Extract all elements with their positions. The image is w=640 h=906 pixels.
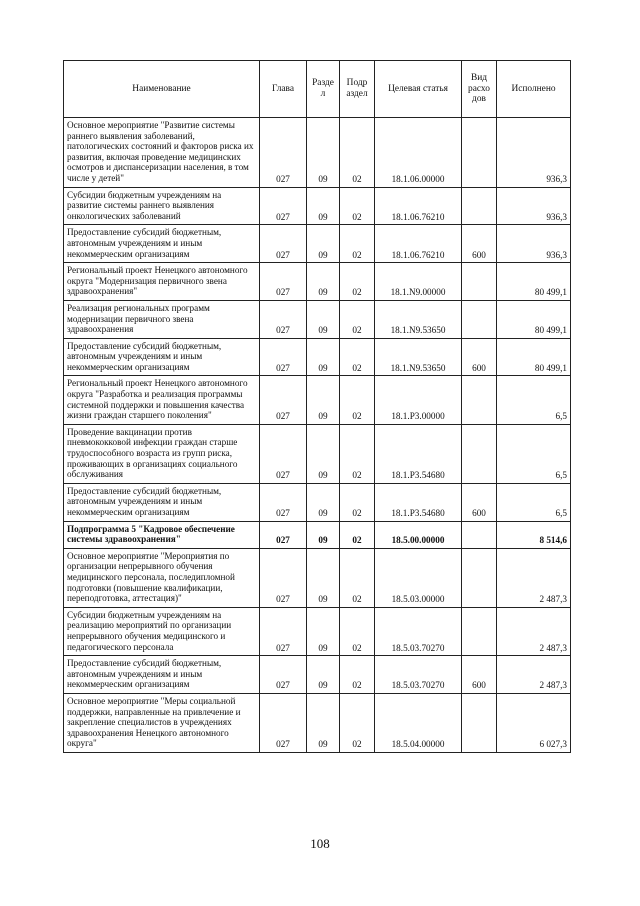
cell-glava: 027 xyxy=(260,300,307,338)
cell-name: Субсидии бюджетным учреждениям на реализацию мероприятий по организации непрерывного обучения медицинского и педагогического персонала xyxy=(64,607,260,655)
cell-name: Предоставление субсидий бюджетным, автономным учреждениям и иным некоммерческим организациям xyxy=(64,656,260,694)
cell-podrazdel: 02 xyxy=(340,521,375,548)
cell-razdel: 09 xyxy=(307,483,340,521)
cell-vid: 600 xyxy=(462,338,497,376)
header-glava: Глава xyxy=(260,61,307,118)
cell-podrazdel: 02 xyxy=(340,338,375,376)
cell-glava: 027 xyxy=(260,693,307,752)
cell-podrazdel: 02 xyxy=(340,483,375,521)
cell-glava: 027 xyxy=(260,187,307,225)
cell-podrazdel: 02 xyxy=(340,656,375,694)
table-row xyxy=(64,300,571,338)
cell-name: Предоставление субсидий бюджетным, автономным учреждениям и иным некоммерческим организациям xyxy=(64,225,260,263)
table-row xyxy=(64,483,571,521)
cell-razdel: 09 xyxy=(307,376,340,424)
cell-vid xyxy=(462,607,497,655)
cell-statya: 18.5.03.70270 xyxy=(375,607,462,655)
cell-amount: 6,5 xyxy=(497,376,571,424)
cell-vid xyxy=(462,187,497,225)
cell-podrazdel: 02 xyxy=(340,300,375,338)
cell-vid xyxy=(462,521,497,548)
table-row xyxy=(64,548,571,607)
cell-glava: 027 xyxy=(260,548,307,607)
cell-amount: 8 514,6 xyxy=(497,521,571,548)
cell-name: Основное мероприятие "Развитие системы раннего выявления заболеваний, патологических состояний и факторов риска их развития, включая проведение медицинских осмотров и диспансеризации населения, в том числе у детей" xyxy=(64,118,260,188)
cell-vid xyxy=(462,424,497,483)
cell-amount: 936,3 xyxy=(497,225,571,263)
table-header-row xyxy=(64,61,571,118)
cell-name: Субсидии бюджетным учреждениям на развитие системы раннего выявления онкологических заболеваний xyxy=(64,187,260,225)
cell-glava: 027 xyxy=(260,656,307,694)
cell-statya: 18.1.P3.00000 xyxy=(375,376,462,424)
cell-vid: 600 xyxy=(462,225,497,263)
cell-amount: 2 487,3 xyxy=(497,548,571,607)
cell-amount: 6,5 xyxy=(497,483,571,521)
cell-podrazdel: 02 xyxy=(340,548,375,607)
cell-vid: 600 xyxy=(462,656,497,694)
cell-name: Основное мероприятие "Мероприятия по организации непрерывного обучения медицинского персонала, последипломной подготовки (повышение квалификации, переподготовка, аттестация)" xyxy=(64,548,260,607)
cell-razdel: 09 xyxy=(307,187,340,225)
cell-amount: 6,5 xyxy=(497,424,571,483)
cell-podrazdel: 02 xyxy=(340,376,375,424)
cell-glava: 027 xyxy=(260,118,307,188)
cell-statya: 18.5.00.00000 xyxy=(375,521,462,548)
table-row xyxy=(64,225,571,263)
cell-razdel: 09 xyxy=(307,338,340,376)
cell-razdel: 09 xyxy=(307,300,340,338)
cell-name: Основное мероприятие "Меры социальной поддержки, направленные на привлечение и закрепление специалистов в учреждениях здравоохранения Ненецкого автономного округа" xyxy=(64,693,260,752)
table-row xyxy=(64,263,571,301)
cell-glava: 027 xyxy=(260,521,307,548)
cell-statya: 18.1.N9.00000 xyxy=(375,263,462,301)
cell-glava: 027 xyxy=(260,263,307,301)
cell-name: Региональный проект Ненецкого автономного округа "Разработка и реализация программы системной поддержки и повышения качества жизни граждан старшего поколения" xyxy=(64,376,260,424)
cell-glava: 027 xyxy=(260,225,307,263)
cell-razdel: 09 xyxy=(307,225,340,263)
cell-razdel: 09 xyxy=(307,521,340,548)
cell-razdel: 09 xyxy=(307,656,340,694)
cell-razdel: 09 xyxy=(307,118,340,188)
cell-glava: 027 xyxy=(260,424,307,483)
table-row xyxy=(64,338,571,376)
cell-razdel: 09 xyxy=(307,424,340,483)
table-row xyxy=(64,521,571,548)
cell-glava: 027 xyxy=(260,338,307,376)
cell-amount: 2 487,3 xyxy=(497,607,571,655)
cell-amount: 936,3 xyxy=(497,187,571,225)
cell-statya: 18.5.03.70270 xyxy=(375,656,462,694)
cell-amount: 80 499,1 xyxy=(497,338,571,376)
budget-table xyxy=(63,60,571,753)
cell-name: Предоставление субсидий бюджетным, автономным учреждениям и иным некоммерческим организациям xyxy=(64,483,260,521)
table-row xyxy=(64,118,571,188)
header-name: Наименование xyxy=(64,61,260,118)
table-row xyxy=(64,693,571,752)
page-number: 108 xyxy=(310,836,330,851)
cell-name: Предоставление субсидий бюджетным, автономным учреждениям и иным некоммерческим организациям xyxy=(64,338,260,376)
cell-glava: 027 xyxy=(260,483,307,521)
header-razdel: Разде л xyxy=(307,61,340,118)
cell-podrazdel: 02 xyxy=(340,607,375,655)
cell-podrazdel: 02 xyxy=(340,225,375,263)
cell-statya: 18.1.P3.54680 xyxy=(375,424,462,483)
cell-podrazdel: 02 xyxy=(340,424,375,483)
cell-podrazdel: 02 xyxy=(340,118,375,188)
cell-amount: 80 499,1 xyxy=(497,263,571,301)
cell-statya: 18.1.06.00000 xyxy=(375,118,462,188)
cell-statya: 18.5.04.00000 xyxy=(375,693,462,752)
cell-amount: 6 027,3 xyxy=(497,693,571,752)
cell-statya: 18.1.06.76210 xyxy=(375,225,462,263)
cell-amount: 80 499,1 xyxy=(497,300,571,338)
cell-razdel: 09 xyxy=(307,607,340,655)
header-amount: Исполнено xyxy=(497,61,571,118)
cell-vid xyxy=(462,376,497,424)
cell-glava: 027 xyxy=(260,607,307,655)
table-body xyxy=(64,118,571,753)
header-podrazdel: Подр аздел xyxy=(340,61,375,118)
cell-vid: 600 xyxy=(462,483,497,521)
cell-name: Реализация региональных программ модернизации первичного звена здравоохранения xyxy=(64,300,260,338)
cell-vid xyxy=(462,548,497,607)
cell-podrazdel: 02 xyxy=(340,187,375,225)
table-row xyxy=(64,424,571,483)
cell-vid xyxy=(462,693,497,752)
cell-amount: 2 487,3 xyxy=(497,656,571,694)
cell-podrazdel: 02 xyxy=(340,693,375,752)
cell-name: Проведение вакцинации против пневмококковой инфекции граждан старше трудоспособного возраста из групп риска, проживающих в организациях социального обслуживания xyxy=(64,424,260,483)
cell-amount: 936,3 xyxy=(497,118,571,188)
header-vid: Вид расхо дов xyxy=(462,61,497,118)
cell-podrazdel: 02 xyxy=(340,263,375,301)
cell-statya: 18.1.06.76210 xyxy=(375,187,462,225)
table-row xyxy=(64,656,571,694)
cell-vid xyxy=(462,263,497,301)
cell-statya: 18.1.P3.54680 xyxy=(375,483,462,521)
cell-name: Региональный проект Ненецкого автономного округа "Модернизация первичного звена здравоохранения" xyxy=(64,263,260,301)
cell-glava: 027 xyxy=(260,376,307,424)
cell-statya: 18.5.03.00000 xyxy=(375,548,462,607)
cell-razdel: 09 xyxy=(307,263,340,301)
cell-statya: 18.1.N9.53650 xyxy=(375,338,462,376)
table-row xyxy=(64,187,571,225)
cell-razdel: 09 xyxy=(307,693,340,752)
cell-statya: 18.1.N9.53650 xyxy=(375,300,462,338)
cell-name: Подпрограмма 5 "Кадровое обеспечение системы здравоохранения" xyxy=(64,521,260,548)
cell-vid xyxy=(462,300,497,338)
header-statya: Целевая статья xyxy=(375,61,462,118)
cell-vid xyxy=(462,118,497,188)
table-row xyxy=(64,607,571,655)
table-row xyxy=(64,376,571,424)
cell-razdel: 09 xyxy=(307,548,340,607)
